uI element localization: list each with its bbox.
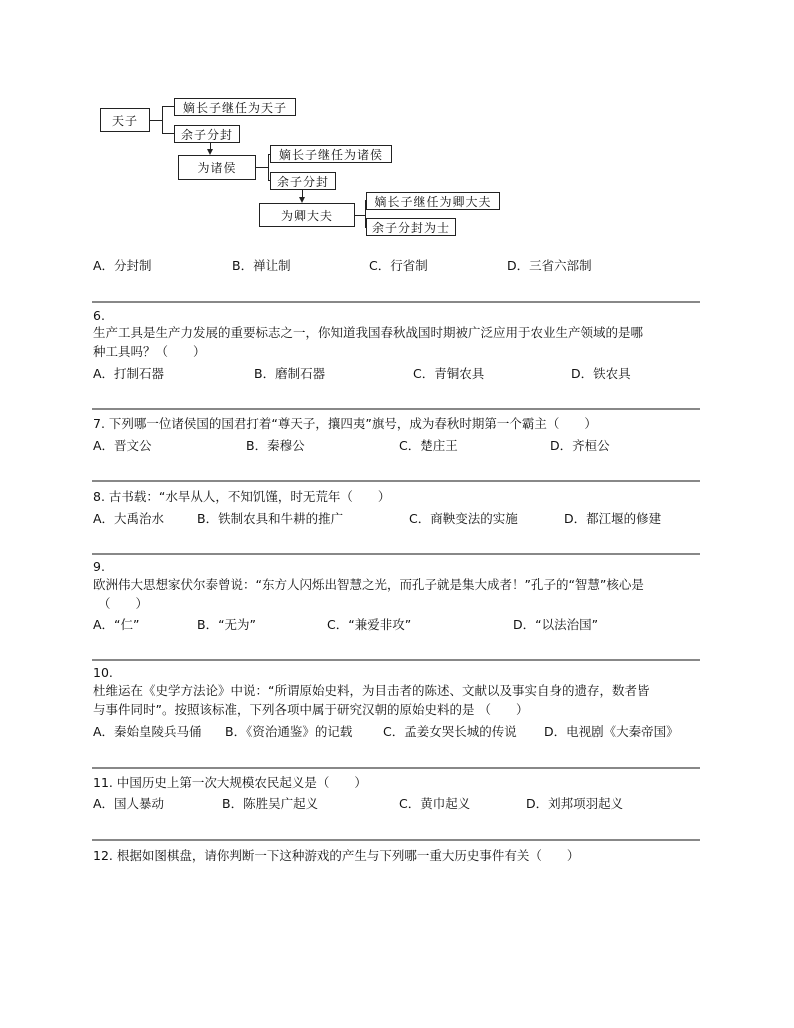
option-b: B．秦穆公 bbox=[246, 438, 305, 453]
question-stem: 7. 下列哪一位诸侯国的国君打着“尊天子，攘四夷”旗号，成为春秋时期第一个霸主（ ） bbox=[93, 416, 597, 431]
option-c: C．楚庄王 bbox=[399, 438, 458, 453]
option-d: D．刘邦项羽起义 bbox=[526, 796, 624, 811]
diagram-connector bbox=[150, 120, 162, 121]
divider bbox=[92, 659, 700, 661]
diagram-node-shi: 余子分封为士 bbox=[366, 218, 456, 236]
option-c: C．孟姜女哭长城的传说 bbox=[383, 724, 517, 739]
divider bbox=[92, 480, 700, 482]
diagram-node-tianzi-others: 余子分封 bbox=[174, 125, 240, 143]
option-d: D．“以法治国” bbox=[513, 617, 599, 632]
option-d: D．铁农具 bbox=[571, 366, 631, 381]
option-a: A．“仁” bbox=[93, 617, 140, 632]
option-b: B．禅让制 bbox=[232, 258, 291, 273]
diagram-node-zhuhou-heir: 嫡长子继任为诸侯 bbox=[270, 145, 392, 163]
question-number: 6. bbox=[93, 308, 105, 323]
option-b: B．铁制农具和牛耕的推广 bbox=[197, 511, 344, 526]
question-stem: 种工具吗？（ ） bbox=[93, 344, 206, 359]
divider bbox=[92, 301, 700, 303]
option-a: A．分封制 bbox=[93, 258, 152, 273]
option-b: B．《资治通鉴》的记载 bbox=[225, 724, 353, 739]
diagram-connector bbox=[162, 133, 174, 134]
divider bbox=[92, 553, 700, 555]
option-c: C．青铜农具 bbox=[413, 366, 485, 381]
diagram-connector bbox=[268, 154, 269, 181]
diagram-connector bbox=[162, 106, 174, 107]
divider bbox=[92, 839, 700, 841]
option-c: C．“兼爱非攻” bbox=[327, 617, 412, 632]
divider bbox=[92, 408, 700, 410]
question-stem: 8. 古书载：“水旱从人，不知饥馑，时无荒年（ ） bbox=[93, 489, 391, 504]
option-a: A．大禹治水 bbox=[93, 511, 165, 526]
option-a: A．秦始皇陵兵马俑 bbox=[93, 724, 202, 739]
divider bbox=[92, 767, 700, 769]
diagram-node-tianzi: 天子 bbox=[100, 108, 150, 132]
diagram-node-zhuhou-others: 余子分封 bbox=[270, 172, 336, 190]
option-d: D．齐桓公 bbox=[550, 438, 610, 453]
question-stem: 欧洲伟大思想家伏尔泰曾说：“东方人闪烁出智慧之光，而孔子就是集大成者！”孔子的“智慧”核心是 bbox=[93, 577, 644, 592]
question-stem: （ ） bbox=[98, 596, 149, 611]
option-c: C．商鞅变法的实施 bbox=[409, 511, 518, 526]
option-d: D．电视剧《大秦帝国》 bbox=[544, 724, 679, 739]
diagram-connector bbox=[256, 167, 268, 168]
option-d: D．三省六部制 bbox=[507, 258, 592, 273]
question-stem: 与事件同时”。按照该标准，下列各项中属于研究汉朝的原始史料的是 （ ） bbox=[93, 702, 529, 717]
question-number: 10. bbox=[93, 665, 113, 680]
option-c: C．行省制 bbox=[369, 258, 428, 273]
question-number: 9. bbox=[93, 559, 105, 574]
option-a: A．打制石器 bbox=[93, 366, 165, 381]
question-stem: 11. 中国历史上第一次大规模农民起义是（ ） bbox=[93, 775, 367, 790]
question-stem: 杜维运在《史学方法论》中说：“所谓原始史料，为目击者的陈述、文献以及事实自身的遗存，数者皆 bbox=[93, 683, 650, 698]
option-c: C．黄巾起义 bbox=[399, 796, 471, 811]
question-stem: 生产工具是生产力发展的重要标志之一，你知道我国春秋战国时期被广泛应用于农业生产领域的是哪 bbox=[93, 325, 644, 340]
diagram-node-zhuhou: 为诸侯 bbox=[178, 155, 256, 180]
diagram-connector bbox=[162, 106, 163, 134]
diagram-node-tianzi-heir: 嫡长子继任为天子 bbox=[174, 98, 296, 116]
option-b: B．磨制石器 bbox=[254, 366, 326, 381]
option-a: A．晋文公 bbox=[93, 438, 152, 453]
diagram-connector bbox=[355, 215, 365, 216]
option-d: D．都江堰的修建 bbox=[564, 511, 662, 526]
option-a: A．国人暴动 bbox=[93, 796, 165, 811]
option-b: B．陈胜吴广起义 bbox=[222, 796, 319, 811]
question-stem: 12. 根据如图棋盘，请你判断一下这种游戏的产生与下列哪一重大历史事件有关（ ） bbox=[93, 848, 580, 863]
option-b: B．“无为” bbox=[197, 617, 257, 632]
diagram-node-qingdafu-heir: 嫡长子继任为卿大夫 bbox=[366, 192, 500, 210]
diagram-node-qingdafu: 为卿大夫 bbox=[259, 203, 355, 227]
